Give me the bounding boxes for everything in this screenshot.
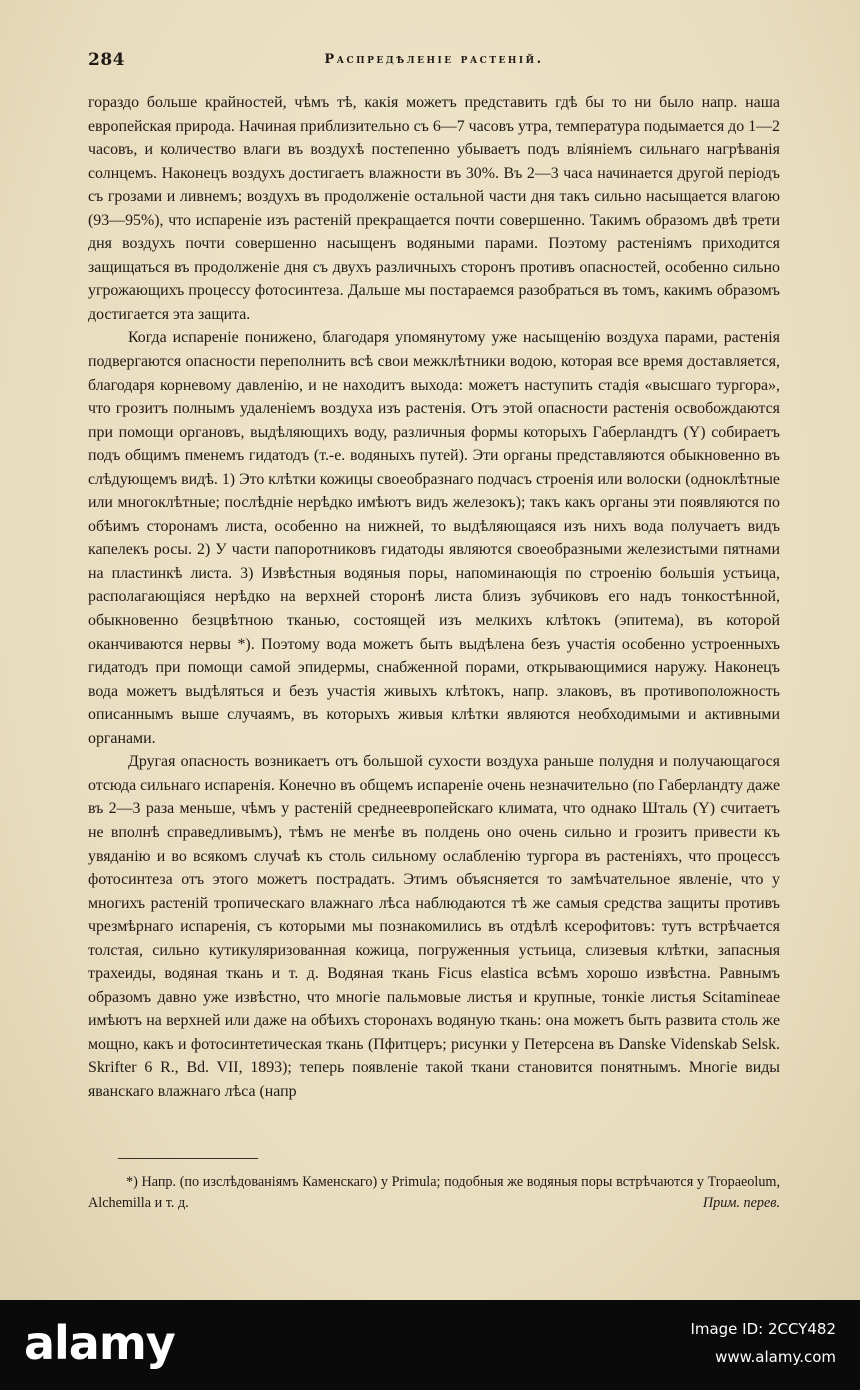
page-header	[88, 50, 780, 74]
paragraph-3: Другая опасность возникаетъ отъ большой сухости воздуха раньше полудня и получающагося отсюда сильнаго испаренія. Конечно въ общемъ испареніе очень незначительно (по Габерландту даже въ 2—3 раза меньше, чѣмъ у растеній среднеевропейскаго климата, что однако Шталь (Y) считаетъ не вполнѣ справедливымъ), тѣмъ не менѣе въ полдень оно очень сильно и грозитъ привести къ увяданію и во всякомъ случаѣ къ столь сильному ослабленію тургора въ растеніяхъ, что процессъ фотосинтеза отъ этого можетъ пострадать. Этимъ объясняется то замѣчательное явленіе, что у многихъ растеній тропическаго влажнаго лѣса наблюдаются тѣ же самыя средства защиты противъ чрезмѣрнаго испаренія, съ которыми мы познакомились въ отдѣлѣ ксерофитовъ: тутъ встрѣчается толстая, сильно кутикуляризованная кожица, погруженныя устьица, слизевыя клѣтки, запасныя трахеиды, водяная ткань и т. д. Водяная ткань Ficus elastica всѣмъ хорошо извѣстна. Равнымъ образомъ давно уже извѣстно, что многіе пальмовые листья и крупные, тонкіе листья Scitamineae имѣютъ на верхней или даже на обѣихъ сторонахъ водяную ткань: она можетъ быть развита столь же мощно, какъ и фотосинтетическая ткань (Пфитцеръ; рисунки у Петерсена въ Danske Videnskab Selsk. Skrifter 6 R., Bd. VII, 1893); теперь появленіе такой ткани становится понятнымъ. Многіе виды яванскаго влажнаго лѣса (напр	[88, 753, 780, 1100]
running-title: Распредѣленіе растеній.	[324, 52, 544, 67]
website-label: www.alamy.com	[715, 1348, 836, 1366]
brand-logo: alamy	[24, 1316, 175, 1370]
translator-note: Прим. перев.	[702, 1195, 780, 1211]
paragraph-1: гораздо больше крайностей, чѣмъ тѣ, какія можетъ представить гдѣ бы то ни было напр. наша европейская природа. Начиная приблизительно съ 6—7 часовъ утра, температура подымается до 1—2 часовъ, и количество влаги въ воздухѣ постепенно убываетъ подъ вліяніемъ сильнаго нагрѣванія солнцемъ. Наконецъ воздухъ достигаетъ влажности въ 30%. Въ 2—3 часа начинается другой періодъ съ грозами и ливнемъ; воздухъ въ продолженіе остальной части дня такъ сильно насыщается влагою (93—95%), что испареніе изъ растеній прекращается почти совершенно. Такимъ образомъ двѣ трети дня воздухъ почти совершенно насыщенъ водяными парами. Поэтому растеніямъ приходится защищаться въ продолженіе дня съ двухъ различныхъ сторонъ противъ опасностей, особенно сильно угрожающихъ процессу фотосинтеза. Дальше мы постараемся разобраться въ томъ, какимъ образомъ достигается эта защита.	[88, 94, 780, 323]
paragraph-2: Когда испареніе понижено, благодаря упомянутому уже насыщенію воздуха парами, растенія подвергаются опасности переполнить всѣ свои межклѣтники водою, которая все время доставляется, благодаря корневому давленію, и не находитъ выхода: можетъ наступить стадія «высшаго тургора», что грозитъ полнымъ удаленіемъ воздуха изъ растенія. Отъ этой опасности растенія освобождаются при помощи органовъ, выдѣляющихъ воду, различныя формы которыхъ Габерландтъ (Y) собираетъ подъ общимъ пменемъ гидатодъ (т.-е. водяныхъ путей). Эти органы представляются обыкновенно въ слѣдующемъ видѣ. 1) Это клѣтки кожицы своеобразнаго подчасъ строенія или волоски (одноклѣтные или многоклѣтные; послѣдніе нерѣдко имѣютъ видъ железокъ); такъ какъ органы эти появляются по обѣимъ сторонамъ листа, особенно на нижней, то выдѣляющаяся изъ нихъ вода получаетъ видъ капелекъ росы. 2) У части папоротниковъ гидатоды являются своеобразными железистыми пятнами на пластинкѣ листа. 3) Извѣстныя водяныя поры, напоминающія по строенію большія устьица, располагающіяся нерѣдко на верхней сторонѣ листа близъ зубчиковъ его надъ тонкостѣнной, обыкновенно безцвѣтною тканью, состоящей изъ мелкихъ клѣтокъ (эпитема), въ которой оканчиваются нервы *). Поэтому вода можетъ быть выдѣлена безъ участія особенно устроенныхъ гидатодъ при помощи самой эпидермы, снабженной порами, открывающимися наружу. Наконецъ вода можетъ выдѣляться и безъ участія живыхъ клѣтокъ, напр. злаковъ, въ противоположность описаннымъ выше случаямъ, въ которыхъ живыя клѣтки являются необходимыми и активными органами.	[88, 329, 780, 747]
footnote-text: *) Напр. (по изслѣдованіямъ Каменскаго) у Primula; подобныя же водяныя поры встрѣчаются у Tropaeolum, Alchemilla и т. д.	[88, 1174, 780, 1211]
image-id-label: Image ID: 2CCY482	[690, 1320, 836, 1338]
footnote	[88, 1172, 780, 1214]
watermark-band	[0, 1300, 860, 1390]
footnote-divider	[118, 1158, 258, 1159]
page-number: 284	[88, 50, 125, 70]
body-text	[88, 91, 780, 1104]
